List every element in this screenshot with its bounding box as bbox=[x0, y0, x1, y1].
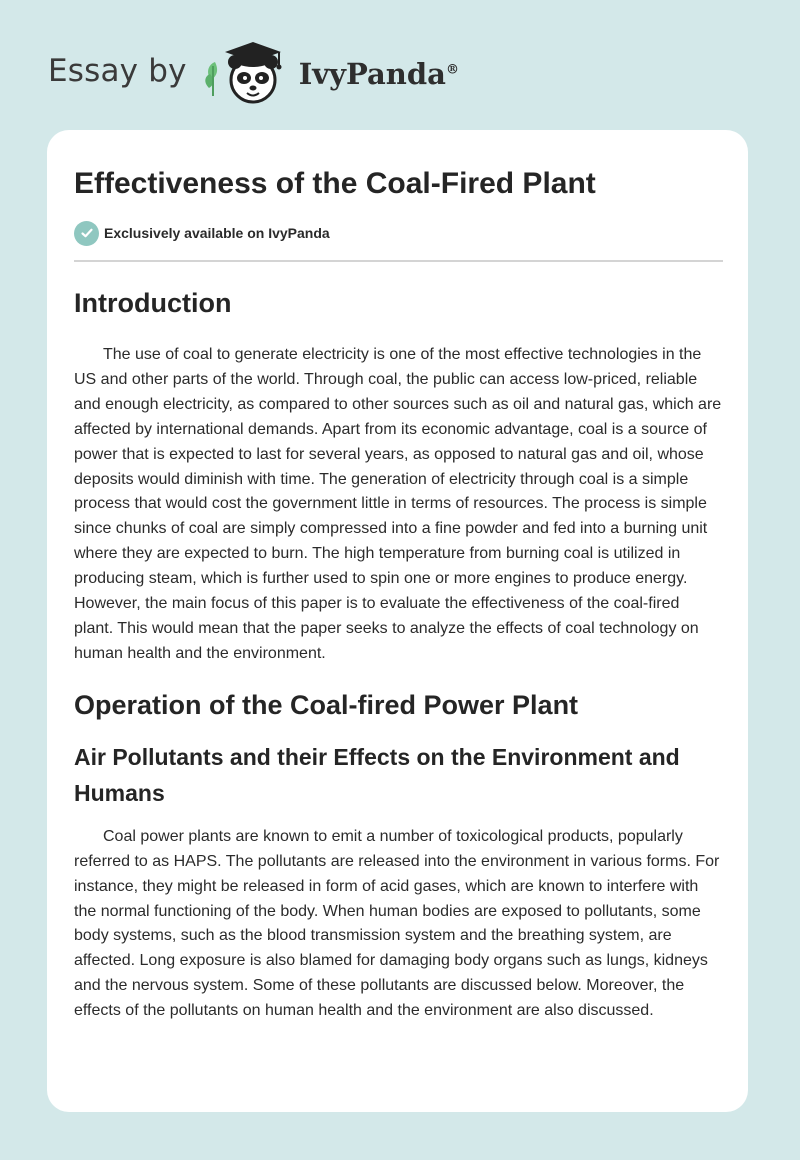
brand-header[interactable] bbox=[48, 36, 459, 108]
subsection-heading-air-pollutants: Air Pollutants and their Effects on the Environment and Humans bbox=[74, 743, 680, 806]
air-pollutants-paragraph: Coal power plants are known to emit a number of toxicological products, popularly referred to as HAPS. The pollutants are released into the environment in various forms. For instance, they might be released in form of acid gases, which are known to interfere with the normal functioning of the body. When human bodies are exposed to pollutants, some body systems, such as the blood transmission system and the breathing system, are affected. Long exposure is also blamed for damaging body organs such as lungs, kidneys and the nervous system. Some of these pollutants are discussed below. Moreover, the effects of the pollutants on human health and the environment are also discussed. bbox=[74, 827, 720, 1020]
introduction-paragraph: The use of coal to generate electricity is one of the most effective technologies in the US and other parts of the world. Through coal, the public can access low-priced, reliable and enough electricity, as compared to other sources such as oil and natural gas, which are affected by international demands. Apart from its economic advantage, coal is a source of power that is expected to last for several years, as opposed to natural gas and oil, whose deposits would diminish with time. The generation of electricity through coal is a simple process that would cost the government little in terms of resources. The process is simple since chunks of coal are simply compressed into a fine powder and fed into a burning unit where they are expected to burn. The high temperature from burning coal is utilized in producing steam, which is further used to spin one or more engines to produce energy. However, the main focus of this paper is to evaluate the effectiveness of the coal-fired plant. This would mean that the paper seeks to analyze the effects of coal technology on human health and the environment. bbox=[74, 346, 722, 662]
brand-name bbox=[299, 57, 459, 91]
exclusive-badge-text: Exclusively available on IvyPanda bbox=[104, 225, 330, 241]
brand-name-text: IvyPanda bbox=[298, 57, 446, 91]
registered-mark: ® bbox=[445, 62, 459, 78]
brand-prefix: Essay by bbox=[48, 53, 187, 89]
divider bbox=[74, 260, 723, 262]
page-title: Effectiveness of the Coal-Fired Plant bbox=[74, 167, 596, 200]
section-heading-introduction: Introduction bbox=[74, 288, 232, 318]
panda-graduate-logo-icon bbox=[201, 36, 297, 108]
exclusive-badge bbox=[74, 220, 722, 246]
check-circle-icon bbox=[74, 221, 99, 246]
section-heading-operation: Operation of the Coal-fired Power Plant bbox=[74, 689, 579, 720]
essay-card bbox=[47, 130, 748, 1112]
